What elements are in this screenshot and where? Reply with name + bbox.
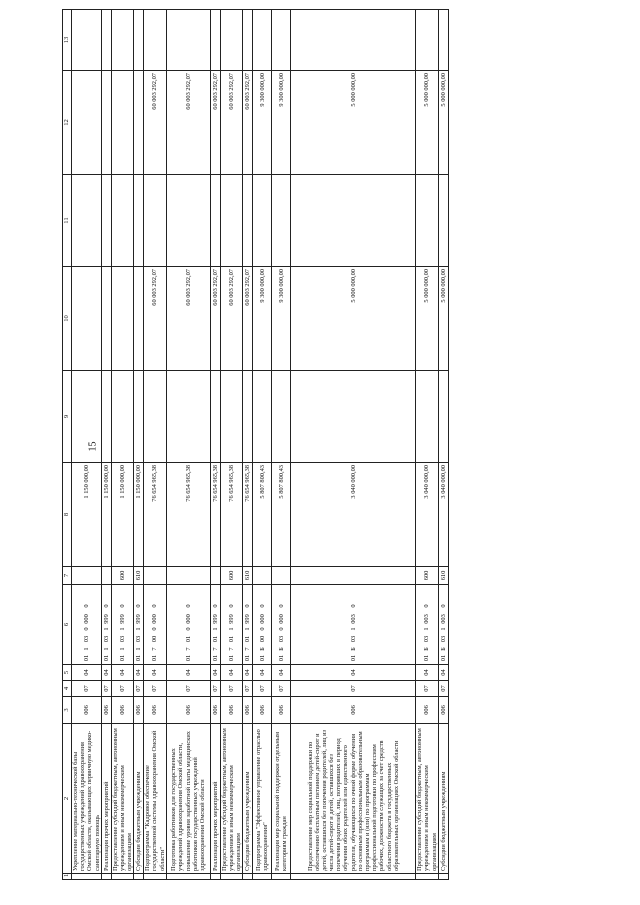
target-code-part: 7 (211, 647, 219, 651)
row-amount-col8: 3 040 000,00 (438, 463, 448, 567)
target-code-part: 000 (184, 614, 192, 624)
target-code-part: Б (277, 647, 285, 651)
target-code-part: 999 (211, 614, 219, 624)
row-amount-col9 (166, 371, 210, 463)
row-code-target (144, 585, 167, 665)
row-amount-col8: 3 040 000,00 (416, 463, 439, 567)
row-code-target (272, 585, 291, 665)
row-amount-col11 (210, 175, 220, 267)
target-code-part: 01 (211, 635, 219, 643)
budget-table-sheet (62, 10, 622, 880)
row-amount-col8: 76 654 965,38 (144, 463, 167, 567)
row-code-subsection: 04 (438, 665, 448, 681)
row-code-ministry: 006 (243, 697, 253, 724)
row-code-section: 07 (111, 681, 134, 697)
row-amount-col10 (72, 267, 102, 371)
row-code-expense-type (101, 567, 111, 585)
row-code-ministry: 006 (291, 697, 416, 724)
target-code-part: 7 (244, 647, 252, 651)
row-col-1 (210, 874, 220, 880)
row-amount-col8: 5 807 800,43 (253, 463, 272, 567)
row-amount-col11 (134, 175, 144, 267)
row-code-target (243, 585, 253, 665)
row-amount-col9 (243, 371, 253, 463)
row-code-expense-type: 600 (111, 567, 134, 585)
row-code-target (210, 585, 220, 665)
table-row (101, 10, 111, 880)
header-row (63, 10, 72, 880)
row-amount-col9 (291, 371, 416, 463)
row-amount-col10: 5 000 000,00 (416, 267, 439, 371)
row-amount-col13 (291, 10, 416, 71)
row-amount-col11 (253, 175, 272, 267)
target-code-part: 7 (227, 647, 235, 651)
target-code-part: 01 (135, 654, 143, 662)
row-code-ministry: 006 (253, 697, 272, 724)
target-code-part: 1 (135, 627, 143, 631)
row-amount-col13 (210, 10, 220, 71)
table-row (220, 10, 243, 880)
target-code-part: 0 (258, 604, 266, 608)
row-col-1 (220, 874, 243, 880)
table-row (253, 10, 272, 880)
target-code-part: 1 (211, 627, 219, 631)
row-name: Предоставление субсидий бюджетным, автономным учреждениям и иным некоммерческим организациям (111, 724, 134, 874)
row-amount-col12: 60 003 292,07 (144, 71, 167, 175)
target-code-part: Б (439, 647, 447, 651)
target-code-part: 003 (439, 614, 447, 624)
target-code-part: 000 (258, 614, 266, 624)
table-row (272, 10, 291, 880)
row-amount-col12: 60 003 292,07 (210, 71, 220, 175)
target-code-part: 01 (244, 654, 252, 662)
row-col-1 (253, 874, 272, 880)
row-col-1 (291, 874, 416, 880)
row-code-target (291, 585, 416, 665)
target-code-part: 01 (118, 654, 126, 662)
target-code-part: 01 (82, 654, 90, 662)
row-amount-col12 (134, 71, 144, 175)
row-amount-col10: 5 000 000,00 (291, 267, 416, 371)
row-code-section: 07 (210, 681, 220, 697)
row-code-ministry: 006 (72, 697, 102, 724)
row-code-expense-type (291, 567, 416, 585)
row-amount-col13 (438, 10, 448, 71)
target-code-part: 0 (258, 627, 266, 631)
row-code-expense-type (72, 567, 102, 585)
row-code-subsection: 04 (243, 665, 253, 681)
row-code-section: 07 (438, 681, 448, 697)
row-code-target (101, 585, 111, 665)
table-row (134, 10, 144, 880)
row-amount-col12: 60 003 292,07 (243, 71, 253, 175)
row-name: Предоставление субсидий бюджетным, автономным учреждениям и иным некоммерческим организациям (416, 724, 439, 874)
target-code-part: 7 (184, 647, 192, 651)
row-col-1 (111, 874, 134, 880)
row-name: Подпрограмма "Эффективное управление отраслью здравоохранения" (253, 724, 272, 874)
row-amount-col13 (144, 10, 167, 71)
row-amount-col9 (210, 371, 220, 463)
target-code-part: 000 (151, 614, 159, 624)
row-amount-col11 (166, 175, 210, 267)
row-amount-col8: 76 654 965,38 (166, 463, 210, 567)
target-code-part: 01 (227, 654, 235, 662)
target-code-part: 1 (135, 647, 143, 651)
row-amount-col13 (111, 10, 134, 71)
row-amount-col10 (101, 267, 111, 371)
row-col-1 (438, 874, 448, 880)
target-code-part: 03 (102, 635, 110, 643)
row-code-subsection: 04 (144, 665, 167, 681)
row-code-expense-type (166, 567, 210, 585)
row-code-expense-type: 610 (438, 567, 448, 585)
row-amount-col10 (111, 267, 134, 371)
row-code-target (111, 585, 134, 665)
column-header: 1 (63, 874, 72, 880)
row-code-ministry: 006 (101, 697, 111, 724)
row-name: Подготовка работников для государственных учреждений здравоохранения Омской области, повышение уровня заработной платы медицинских работников государственных учреждений здравоохранения Омской области (166, 724, 210, 874)
row-amount-col9 (438, 371, 448, 463)
row-name: Реализация прочих мероприятий (210, 724, 220, 874)
row-amount-col13 (101, 10, 111, 71)
row-name: Субсидии бюджетным учреждениям (134, 724, 144, 874)
budget-table (62, 9, 449, 880)
column-header: 4 (63, 681, 72, 697)
target-code-part: 01 (349, 654, 357, 662)
row-amount-col8: 76 654 965,38 (210, 463, 220, 567)
row-code-target (253, 585, 272, 665)
row-code-expense-type (253, 567, 272, 585)
row-code-expense-type: 600 (416, 567, 439, 585)
target-code-part: 1 (244, 627, 252, 631)
target-code-part: 1 (118, 627, 126, 631)
table-row (210, 10, 220, 880)
row-amount-col9 (111, 371, 134, 463)
row-amount-col10: 60 003 292,07 (210, 267, 220, 371)
row-code-section: 07 (101, 681, 111, 697)
row-amount-col8: 1 150 000,00 (134, 463, 144, 567)
row-code-ministry: 006 (210, 697, 220, 724)
target-code-part: 0 (118, 604, 126, 608)
row-code-expense-type: 610 (243, 567, 253, 585)
row-code-section: 07 (220, 681, 243, 697)
row-code-ministry: 006 (144, 697, 167, 724)
row-code-subsection: 04 (291, 665, 416, 681)
target-code-part: 01 (151, 654, 159, 662)
target-code-part: 0 (277, 604, 285, 608)
target-code-part: 0 (135, 604, 143, 608)
column-header: 9 (63, 371, 72, 463)
table-row (144, 10, 167, 880)
row-amount-col10 (134, 267, 144, 371)
table-row (166, 10, 210, 880)
target-code-part: Б (349, 647, 357, 651)
row-col-1 (166, 874, 210, 880)
column-header: 10 (63, 267, 72, 371)
row-code-subsection: 04 (101, 665, 111, 681)
row-code-expense-type (144, 567, 167, 585)
row-amount-col13 (416, 10, 439, 71)
row-amount-col11 (101, 175, 111, 267)
target-code-part: 01 (184, 654, 192, 662)
target-code-part: 999 (227, 614, 235, 624)
row-code-section: 07 (166, 681, 210, 697)
row-amount-col9 (72, 371, 102, 463)
row-code-section: 07 (72, 681, 102, 697)
row-amount-col11 (291, 175, 416, 267)
row-code-target (134, 585, 144, 665)
column-header: 8 (63, 463, 72, 567)
row-amount-col12: 5 000 000,00 (416, 71, 439, 175)
target-code-part: 01 (277, 654, 285, 662)
row-amount-col8: 76 654 965,38 (243, 463, 253, 567)
row-amount-col10: 60 003 292,07 (144, 267, 167, 371)
row-code-target (166, 585, 210, 665)
row-code-subsection: 04 (111, 665, 134, 681)
row-amount-col12 (101, 71, 111, 175)
row-amount-col11 (243, 175, 253, 267)
row-amount-col13 (166, 10, 210, 71)
row-amount-col8: 1 150 000,00 (72, 463, 102, 567)
row-amount-col11 (438, 175, 448, 267)
row-code-target (416, 585, 439, 665)
row-code-expense-type (210, 567, 220, 585)
column-header: 11 (63, 175, 72, 267)
row-code-subsection: 04 (210, 665, 220, 681)
row-col-1 (101, 874, 111, 880)
row-amount-col11 (72, 175, 102, 267)
row-name: Укрепление материально-технической базы государственных учреждений здравоохранения Омской области, оказывающих первичную медико-санитарную помощь (72, 724, 102, 874)
row-amount-col11 (111, 175, 134, 267)
row-amount-col8: 1 150 000,00 (101, 463, 111, 567)
target-code-part: 003 (349, 614, 357, 624)
target-code-part: 0 (244, 604, 252, 608)
row-amount-col9 (134, 371, 144, 463)
target-code-part: Б (258, 647, 266, 651)
row-code-section: 07 (291, 681, 416, 697)
row-code-subsection: 04 (166, 665, 210, 681)
target-code-part: 1 (118, 647, 126, 651)
row-amount-col10: 60 003 292,07 (243, 267, 253, 371)
target-code-part: 1 (102, 647, 110, 651)
row-code-section: 07 (416, 681, 439, 697)
target-code-part: 01 (102, 654, 110, 662)
table-row (111, 10, 134, 880)
target-code-part: 0 (82, 627, 90, 631)
target-code-part: 01 (211, 654, 219, 662)
table-row (72, 10, 102, 880)
row-col-1 (134, 874, 144, 880)
row-amount-col9 (144, 371, 167, 463)
target-code-part: 0 (184, 627, 192, 631)
row-amount-col8: 1 150 000,00 (111, 463, 134, 567)
target-code-part: 01 (184, 635, 192, 643)
row-amount-col9 (416, 371, 439, 463)
column-header: 3 (63, 697, 72, 724)
row-amount-col12: 9 300 000,00 (253, 71, 272, 175)
target-code-part: 0 (151, 604, 159, 608)
row-col-1 (144, 874, 167, 880)
row-code-ministry: 006 (134, 697, 144, 724)
row-amount-col9 (253, 371, 272, 463)
row-amount-col9 (220, 371, 243, 463)
target-code-part: 999 (118, 614, 126, 624)
target-code-part: 0 (82, 604, 90, 608)
row-amount-col8: 3 040 000,00 (291, 463, 416, 567)
target-code-part: 01 (439, 654, 447, 662)
row-code-expense-type: 610 (134, 567, 144, 585)
target-code-part: 1 (82, 647, 90, 651)
row-col-1 (272, 874, 291, 880)
row-amount-col12: 60 003 292,07 (220, 71, 243, 175)
column-header: 7 (63, 567, 72, 585)
row-code-expense-type: 600 (220, 567, 243, 585)
target-code-part: 999 (102, 614, 110, 624)
row-code-section: 07 (144, 681, 167, 697)
target-code-part: 03 (423, 635, 431, 643)
row-amount-col10: 9 300 000,00 (253, 267, 272, 371)
row-amount-col11 (272, 175, 291, 267)
target-code-part: 01 (244, 635, 252, 643)
target-code-part: 03 (439, 635, 447, 643)
row-code-subsection: 04 (253, 665, 272, 681)
row-amount-col13 (243, 10, 253, 71)
table-body (72, 10, 449, 880)
target-code-part: 03 (277, 635, 285, 643)
target-code-part: 999 (244, 614, 252, 624)
target-code-part: 01 (227, 635, 235, 643)
target-code-part: 0 (349, 604, 357, 608)
target-code-part: 00 (151, 635, 159, 643)
row-code-ministry: 006 (111, 697, 134, 724)
row-code-expense-type (272, 567, 291, 585)
target-code-part: 03 (118, 635, 126, 643)
row-code-section: 07 (243, 681, 253, 697)
target-code-part: 1 (349, 627, 357, 631)
target-code-part: 0 (277, 627, 285, 631)
target-code-part: 0 (151, 627, 159, 631)
target-code-part: 0 (227, 604, 235, 608)
target-code-part: 0 (439, 604, 447, 608)
row-name: Реализация прочих мероприятий (101, 724, 111, 874)
row-amount-col8: 76 654 965,38 (220, 463, 243, 567)
column-header: 13 (63, 10, 72, 71)
row-amount-col11 (220, 175, 243, 267)
row-amount-col10: 60 003 292,07 (166, 267, 210, 371)
row-code-target (72, 585, 102, 665)
row-amount-col12: 5 000 000,00 (291, 71, 416, 175)
target-code-part: 000 (82, 614, 90, 624)
row-amount-col8: 5 807 800,43 (272, 463, 291, 567)
column-header: 6 (63, 585, 72, 665)
row-amount-col13 (253, 10, 272, 71)
row-code-subsection: 04 (72, 665, 102, 681)
target-code-part: 01 (423, 654, 431, 662)
row-code-subsection: 04 (134, 665, 144, 681)
column-header: 2 (63, 724, 72, 874)
row-code-ministry: 006 (416, 697, 439, 724)
target-code-part: 00 (258, 635, 266, 643)
row-code-subsection: 04 (416, 665, 439, 681)
target-code-part: 1 (227, 627, 235, 631)
row-amount-col9 (101, 371, 111, 463)
row-code-ministry: 006 (220, 697, 243, 724)
row-amount-col12: 5 000 000,00 (438, 71, 448, 175)
row-amount-col11 (144, 175, 167, 267)
row-col-1 (416, 874, 439, 880)
row-name: Подпрограмма "Кадровое обеспечение государственной системы здравоохранения Омской области" (144, 724, 167, 874)
row-amount-col12 (111, 71, 134, 175)
target-code-part: 03 (135, 635, 143, 643)
target-code-part: 1 (102, 627, 110, 631)
row-amount-col13 (272, 10, 291, 71)
target-code-part: 03 (82, 635, 90, 643)
column-header: 12 (63, 71, 72, 175)
target-code-part: 1 (439, 627, 447, 631)
row-name: Субсидии бюджетным учреждениям (243, 724, 253, 874)
row-code-section: 07 (272, 681, 291, 697)
row-amount-col12: 60 003 292,07 (166, 71, 210, 175)
table-row (243, 10, 253, 880)
row-code-section: 07 (134, 681, 144, 697)
column-header: 5 (63, 665, 72, 681)
row-name: Субсидии бюджетным учреждениям (438, 724, 448, 874)
row-code-ministry: 006 (166, 697, 210, 724)
row-amount-col13 (134, 10, 144, 71)
target-code-part: 003 (423, 614, 431, 624)
row-code-target (438, 585, 448, 665)
row-amount-col12 (72, 71, 102, 175)
target-code-part: 7 (151, 647, 159, 651)
row-code-target (220, 585, 243, 665)
row-name: Предоставление мер социальной поддержки по обеспечению бесплатным питанием детей-сирот и детей, оставшихся без попечения родителей, лиц из числа детей-сирот и детей, оставшихся без попечения родителей, лиц, потерявших в период обучения обоих родителей или единственного родителя, обучающихся по очной форме обучения по основным профессиональным образовательным программам и (или) по программам профессиональной подготовки по профессиям рабочих, должностям служащих за счет средств областного бюджета в государственных образовательных организациях Омской области (291, 724, 416, 874)
row-col-1 (72, 874, 102, 880)
row-col-1 (243, 874, 253, 880)
target-code-part: 1 (423, 627, 431, 631)
row-amount-col10: 60 003 292,07 (220, 267, 243, 371)
target-code-part: 000 (277, 614, 285, 624)
page-number: 15 (87, 441, 99, 452)
row-code-subsection: 04 (272, 665, 291, 681)
table-row (416, 10, 439, 880)
row-amount-col12: 9 300 000,00 (272, 71, 291, 175)
row-name: Реализация мер социальной поддержки отдельным категориям граждан (272, 724, 291, 874)
row-amount-col11 (416, 175, 439, 267)
target-code-part: 0 (423, 604, 431, 608)
target-code-part: 0 (211, 604, 219, 608)
row-code-section: 07 (253, 681, 272, 697)
row-amount-col10: 9 300 000,00 (272, 267, 291, 371)
row-code-ministry: 006 (438, 697, 448, 724)
target-code-part: 01 (258, 654, 266, 662)
target-code-part: 03 (349, 635, 357, 643)
row-amount-col10: 5 000 000,00 (438, 267, 448, 371)
target-code-part: 0 (184, 604, 192, 608)
row-code-ministry: 006 (272, 697, 291, 724)
target-code-part: 0 (102, 604, 110, 608)
target-code-part: Б (423, 647, 431, 651)
table-row (291, 10, 416, 880)
table-row (438, 10, 448, 880)
row-amount-col13 (220, 10, 243, 71)
row-amount-col13 (72, 10, 102, 71)
row-code-subsection: 04 (220, 665, 243, 681)
row-name: Предоставление субсидий бюджетным, автономным учреждениям и иным некоммерческим организациям (220, 724, 243, 874)
row-amount-col9 (272, 371, 291, 463)
target-code-part: 999 (135, 614, 143, 624)
